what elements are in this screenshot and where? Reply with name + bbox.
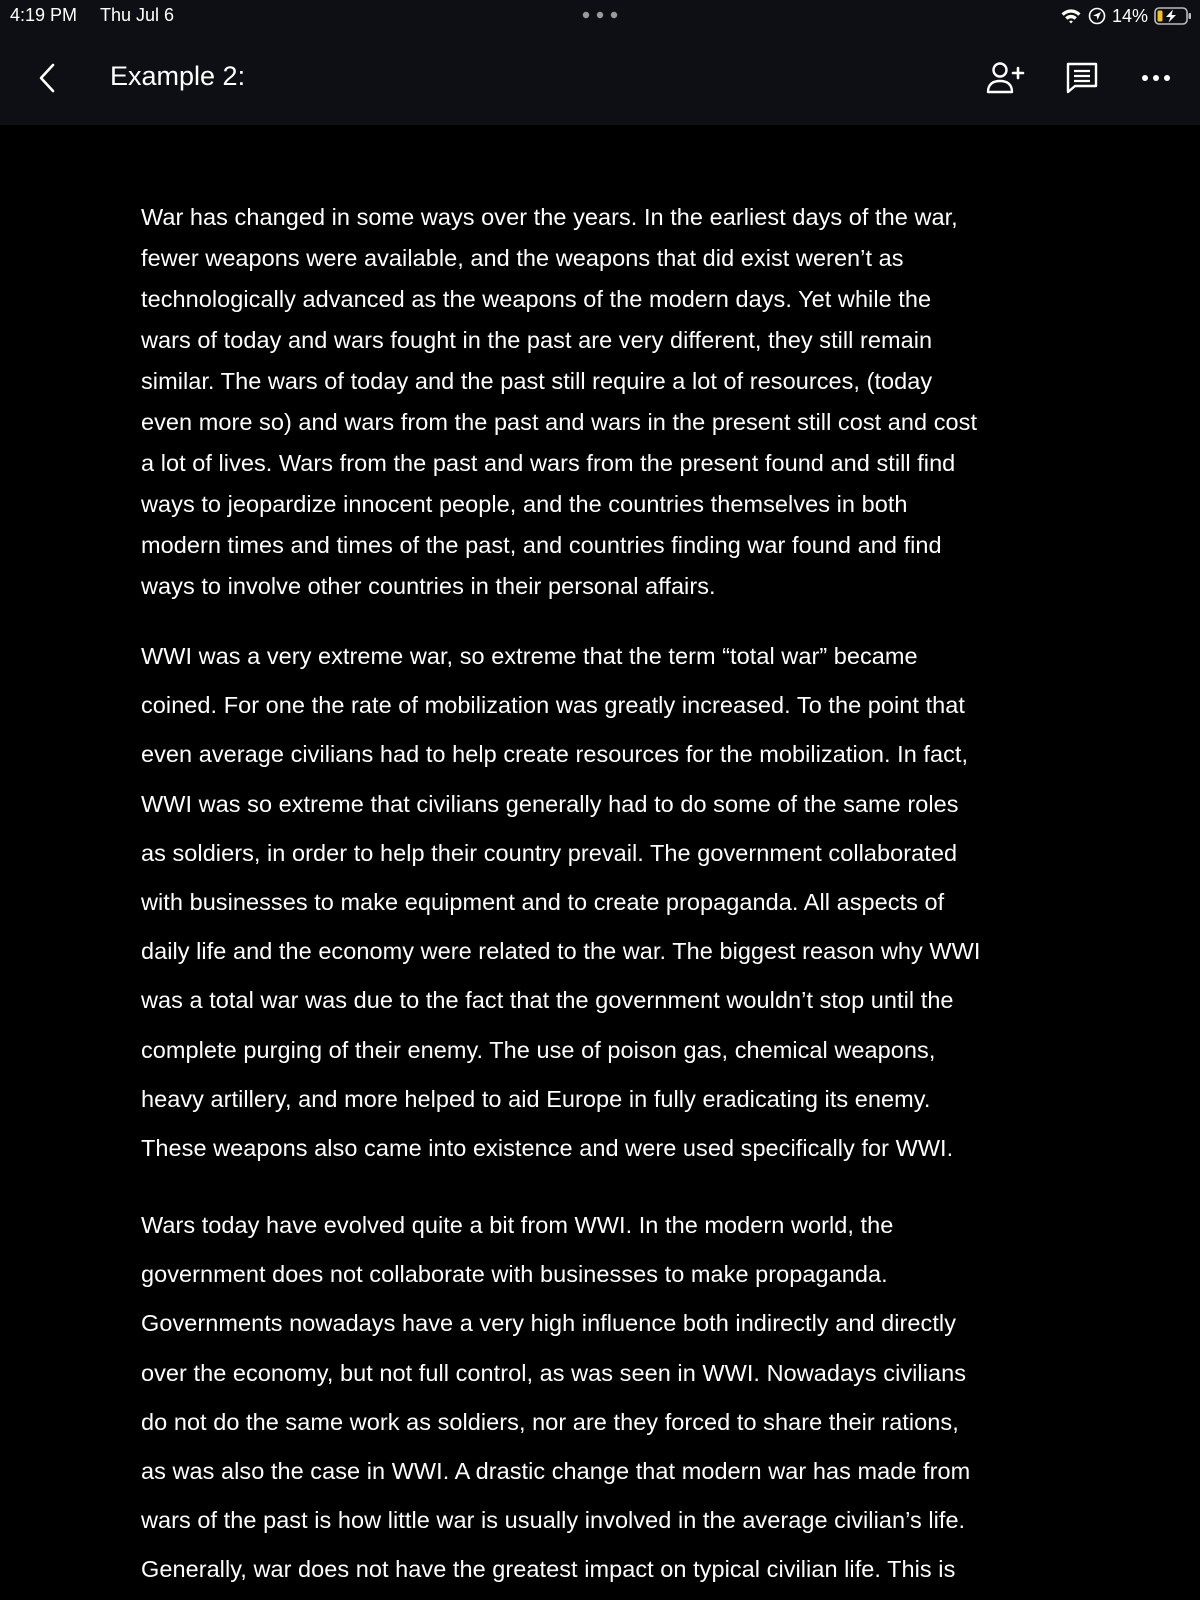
text-line: as was also the case in WWI. A drastic change that modern war has made from [141,1458,971,1485]
text-line: fewer weapons were available, and the weapons that did exist weren’t as [141,245,904,271]
text-line: daily life and the economy were related to the war. The biggest reason why WWI [141,938,981,965]
battery-charging-icon [1154,6,1192,26]
text-line: even more so) and wars from the past and wars in the present still cost and cost [141,409,978,435]
text-line: ways to involve other countries in their personal affairs. [141,573,716,599]
text-line: modern times and times of the past, and countries finding war found and find [141,532,942,558]
back-button[interactable] [30,58,64,98]
status-date: Thu Jul 6 [100,5,175,25]
wifi-icon [1060,7,1082,25]
more-options-button[interactable] [1132,54,1180,102]
text-line: These weapons also came into existence and were used specifically for WWI. [141,1135,954,1162]
battery-percentage: 14% [1111,5,1148,26]
paragraph-1 [141,197,1081,607]
text-line: similar. The wars of today and the past still require a lot of resources, (today [141,368,933,394]
text-line: over the economy, but not full control, as was seen in WWI. Nowadays civilians [141,1359,967,1386]
comments-button[interactable] [1058,54,1106,102]
text-line: Wars today have evolved quite a bit from WWI. In the modern world, the [141,1212,894,1238]
status-indicators [1060,3,1192,29]
text-line: was a total war was due to the fact that the government wouldn’t stop until the [141,987,954,1014]
text-line: heavy artillery, and more helped to aid Europe in fully eradicating its enemy. [141,1085,931,1112]
text-line: Generally, war does not have the greatest impact on typical civilian life. This is [141,1556,956,1583]
text-line: Governments nowadays have a very high influence both indirectly and directly [141,1310,956,1337]
share-person-add-icon [986,60,1026,96]
more-horizontal-icon [1141,74,1171,82]
text-line: government does not collaborate with businesses to make propaganda. [141,1261,888,1288]
document-toolbar [0,30,1200,125]
document-title: Example 2: [110,61,246,91]
text-line: complete purging of their enemy. The use of poison gas, chemical weapons, [141,1036,936,1063]
text-line: coined. For one the rate of mobilization was greatly increased. To the point that [141,692,965,719]
location-icon [1088,7,1106,25]
status-time: 4:19 PM [10,5,78,25]
paragraph-2 [141,632,1081,1173]
text-line: even average civilians had to help create resources for the mobilization. In fact, [141,741,969,768]
text-line: with businesses to make equipment and to create propaganda. All aspects of [141,889,945,916]
text-line: do not do the same work as soldiers, nor are they forced to share their rations, [141,1408,959,1435]
text-line: WWI was a very extreme war, so extreme that the term “total war” became [141,643,918,669]
text-line: ways to jeopardize innocent people, and the countries themselves in both [141,491,908,517]
share-button[interactable] [982,54,1030,102]
paragraph-3 [141,1201,1081,1595]
text-line: as soldiers, in order to help their country prevail. The government collaborated [141,839,958,866]
text-line: WWI was so extreme that civilians generally had to do some of the same roles [141,790,959,817]
document-body[interactable] [0,125,1200,1600]
status-bar [0,0,1200,30]
text-line: wars of today and wars fought in the past are very different, they still remain [141,327,933,353]
text-line: a lot of lives. Wars from the past and wars from the present found and still find [141,450,956,476]
chevron-left-icon [37,62,57,94]
text-line: War has changed in some ways over the years. In the earliest days of the war, [141,204,958,230]
multitask-dots-icon[interactable] [582,11,618,19]
text-line: wars of the past is how little war is usually involved in the average civilian’s life. [141,1507,966,1534]
comments-icon [1065,61,1099,95]
text-line: technologically advanced as the weapons of the modern days. Yet while the [141,286,932,312]
